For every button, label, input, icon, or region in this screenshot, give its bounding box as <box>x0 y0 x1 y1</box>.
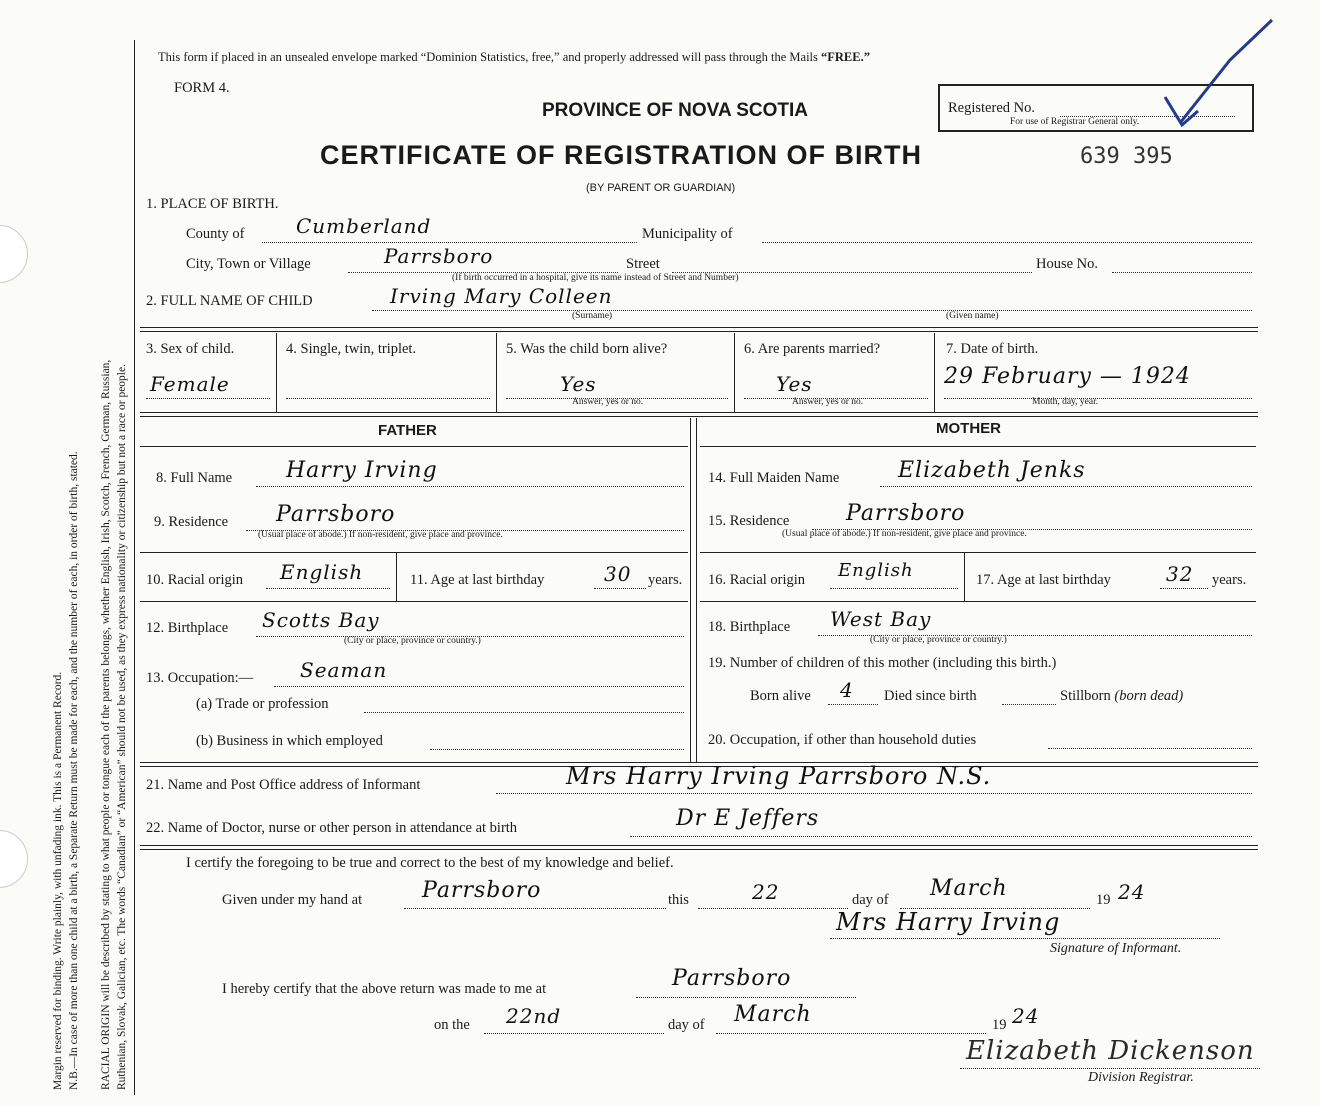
divider-2 <box>496 333 497 412</box>
father-heading: FATHER <box>378 422 437 439</box>
registrar-year-prefix: 19 <box>992 1017 1007 1033</box>
mother-residence-note: (Usual place of abode.) If non-resident, give place and province. <box>782 529 1027 539</box>
mail-notice: This form if placed in an unsealed envelope marked “Dominion Statistics, free,” and properly addressed will pass through the Mails “FREE.” <box>158 50 870 64</box>
father-residence-note: (Usual place of abode.) If non-resident, give place and province. <box>258 530 503 540</box>
father-trade-label: (a) Trade or profession <box>196 696 329 712</box>
informant-signature-line <box>830 938 1220 939</box>
mother-race-divider <box>964 553 965 601</box>
father-occupation-label: 13. Occupation:— <box>146 670 254 686</box>
rule-certification <box>140 845 1258 850</box>
city-value: Parrsboro <box>384 244 494 268</box>
mother-age-years: years. <box>1212 572 1247 588</box>
city-label: City, Town or Village <box>186 256 311 272</box>
parents-divider-left <box>690 418 691 763</box>
registrar-day-line <box>484 1033 664 1034</box>
divider-3 <box>734 333 735 412</box>
plurality-label: 4. Single, twin, triplet. <box>286 341 417 357</box>
mother-birthplace-label: 18. Birthplace <box>708 619 791 635</box>
county-value: Cumberland <box>296 214 432 238</box>
dob-value: 29 February — 1924 <box>944 364 1191 389</box>
father-occupation-value: Seaman <box>300 658 388 682</box>
registrar-month-value: March <box>734 1002 812 1027</box>
informant-signature-caption: Signature of Informant. <box>1050 941 1182 956</box>
child-name-label: 2. FULL NAME OF CHILD <box>146 293 313 309</box>
doctor-value: Dr E Jeffers <box>676 806 820 831</box>
father-occupation-line <box>274 686 684 687</box>
father-rule-2 <box>140 601 688 602</box>
doctor-line <box>630 836 1252 837</box>
father-name-label: 8. Full Name <box>156 470 233 486</box>
registrar-month-line <box>716 1033 986 1034</box>
mother-children-label: 19. Number of children of this mother (including this birth.) <box>708 655 1057 671</box>
child-name-line <box>372 310 1252 311</box>
place-heading: 1. PLACE OF BIRTH. <box>146 196 279 212</box>
father-race-label: 10. Racial origin <box>146 572 244 588</box>
margin-note-4: Ruthenian, Slovak, Galician, etc. The words “Canadian” or “American” should not be used, as they express nationality or citizenship but not a race or people. <box>116 364 128 1090</box>
mother-occupation-label: 20. Occupation, if other than household duties <box>708 732 977 748</box>
father-residence-label: 9. Residence <box>154 514 229 530</box>
father-residence-value: Parrsboro <box>276 502 396 527</box>
father-birthplace-label: 12. Birthplace <box>146 620 229 636</box>
registrar-place-value: Parrsboro <box>672 966 792 991</box>
mother-heading-rule <box>700 446 1256 447</box>
registrar-day-value: 22nd <box>506 1004 562 1028</box>
house-label: House No. <box>1036 256 1099 272</box>
stillborn-label: Stillborn (born dead) <box>1060 688 1184 704</box>
given-name-note: (Given name) <box>946 311 999 321</box>
rule-top-row <box>140 327 1258 332</box>
mother-race-label: 16. Racial origin <box>708 572 806 588</box>
born-alive-value: Yes <box>560 372 597 396</box>
checkmark-icon <box>1160 15 1280 135</box>
given-day-line <box>698 908 848 909</box>
mother-birthplace-note: (City or place, province or country.) <box>870 635 1007 645</box>
rule-parents <box>140 412 1258 417</box>
father-business-line <box>430 749 684 750</box>
father-age-line <box>594 588 646 589</box>
father-heading-rule <box>140 446 688 447</box>
divider-4 <box>934 333 935 412</box>
mother-race-value: English <box>838 560 914 581</box>
registered-label: Registered No. <box>948 100 1035 116</box>
hospital-note: (If birth occurred in a hospital, give its name instead of Street and Number) <box>452 273 739 283</box>
mother-race-line <box>830 588 958 589</box>
province-title: PROVINCE OF NOVA SCOTIA <box>542 100 809 121</box>
informant-label: 21. Name and Post Office address of Informant <box>146 777 421 793</box>
father-rule-1 <box>140 552 688 553</box>
mother-age-value: 32 <box>1166 562 1194 586</box>
born-alive-note: Answer, yes or no. <box>572 397 644 407</box>
county-line <box>262 242 637 243</box>
father-race-line <box>266 588 390 589</box>
parents-divider-right <box>696 418 697 763</box>
father-age-value: 30 <box>604 562 632 586</box>
father-name-value: Harry Irving <box>286 458 438 483</box>
house-line <box>1112 272 1252 273</box>
registrar-signature-line <box>960 1068 1260 1069</box>
father-business-label: (b) Business in which employed <box>196 733 383 749</box>
mother-name-label: 14. Full Maiden Name <box>708 470 840 486</box>
registrar-caption: Division Registrar. <box>1088 1070 1194 1085</box>
certify-statement: I certify the foregoing to be true and correct to the best of my knowledge and belief. <box>186 855 674 871</box>
given-day-value: 22 <box>752 880 780 904</box>
margin-note-3: RACIAL ORIGIN will be described by stating to what people or tongue each of the parents belongs, whether English, Irish, Scotch, French, German, Russian, <box>100 359 112 1090</box>
registrar-year-value: 24 <box>1012 1004 1040 1028</box>
informant-line <box>496 793 1252 794</box>
plurality-line <box>286 398 490 399</box>
mother-residence-value: Parrsboro <box>846 501 966 526</box>
dob-note: Month, day, year. <box>1032 397 1099 407</box>
registered-note: For use of Registrar General only. <box>1010 117 1140 127</box>
on-the-label: on the <box>434 1017 470 1033</box>
mother-name-value: Elizabeth Jenks <box>898 458 1086 483</box>
father-birthplace-note: (City or place, province or country.) <box>344 636 481 646</box>
given-place-value: Parrsboro <box>422 878 542 903</box>
this-label: this <box>668 892 689 908</box>
binding-hole-bottom <box>0 830 28 888</box>
mother-occupation-line <box>1048 748 1252 749</box>
registrar-place-line <box>636 997 856 998</box>
father-name-line <box>256 486 684 487</box>
parents-married-label: 6. Are parents married? <box>744 341 881 357</box>
child-name-value: Irving Mary Colleen <box>390 284 613 308</box>
divider-1 <box>276 333 277 412</box>
mother-residence-label: 15. Residence <box>708 513 790 529</box>
given-month-value: March <box>930 876 1008 901</box>
parents-married-note: Answer, yes or no. <box>792 397 864 407</box>
municipality-line <box>762 242 1252 243</box>
father-trade-line <box>364 712 684 713</box>
certificate-subtitle: (BY PARENT OR GUARDIAN) <box>586 182 736 194</box>
surname-note: (Surname) <box>572 311 613 321</box>
given-under-label: Given under my hand at <box>222 892 363 908</box>
registrar-statement: I hereby certify that the above return was made to me at <box>222 981 547 997</box>
registration-number: 639 395 <box>1080 144 1173 169</box>
sex-label: 3. Sex of child. <box>146 341 235 357</box>
mother-rule-2 <box>700 601 1256 602</box>
died-since-birth-label: Died since birth <box>884 688 977 704</box>
mother-rule-1 <box>700 552 1256 553</box>
street-label: Street <box>626 256 660 272</box>
margin-line <box>134 40 135 1095</box>
given-place-line <box>404 908 666 909</box>
born-alive-count-value: 4 <box>840 678 854 702</box>
father-race-value: English <box>280 560 364 584</box>
father-race-divider <box>396 553 397 601</box>
margin-note-2: N.B.—In case of more than one child at a birth, a Separate Return must be made for each, and the number of each, in order of birth, stated. <box>68 451 80 1090</box>
born-alive-label: 5. Was the child born alive? <box>506 341 668 357</box>
sex-value: Female <box>150 372 230 396</box>
certificate-title: CERTIFICATE OF REGISTRATION OF BIRTH <box>320 140 922 170</box>
sex-line <box>146 398 270 399</box>
mother-name-line <box>880 486 1252 487</box>
form-number: FORM 4. <box>174 80 230 96</box>
father-birthplace-value: Scotts Bay <box>262 608 380 632</box>
day-of-label: day of <box>852 892 889 908</box>
informant-value: Mrs Harry Irving Parrsboro N.S. <box>566 762 992 790</box>
municipality-label: Municipality of <box>642 226 733 242</box>
mother-birthplace-value: West Bay <box>830 607 932 631</box>
father-age-label: 11. Age at last birthday <box>410 572 545 588</box>
mother-heading: MOTHER <box>936 420 1001 437</box>
given-year-prefix: 19 <box>1096 892 1111 908</box>
parents-married-value: Yes <box>776 372 813 396</box>
mother-age-label: 17. Age at last birthday <box>976 572 1111 588</box>
county-label: County of <box>186 226 245 242</box>
born-alive-count-label: Born alive <box>750 688 811 704</box>
binding-hole-top <box>0 225 28 283</box>
doctor-label: 22. Name of Doctor, nurse or other person in attendance at birth <box>146 820 518 836</box>
margin-note-1: Margin reserved for binding. Write plainly, with unfading ink. This is a Permanent Record. <box>52 671 64 1090</box>
mother-age-line <box>1160 588 1208 589</box>
registrar-signature: Elizabeth Dickenson <box>966 1036 1255 1066</box>
died-since-birth-line <box>1002 704 1056 705</box>
given-year-value: 24 <box>1118 880 1146 904</box>
registrar-day-of-label: day of <box>668 1017 705 1033</box>
dob-label: 7. Date of birth. <box>946 341 1039 357</box>
born-alive-count-line <box>828 704 878 705</box>
father-age-years: years. <box>648 572 683 588</box>
informant-signature: Mrs Harry Irving <box>836 908 1061 936</box>
